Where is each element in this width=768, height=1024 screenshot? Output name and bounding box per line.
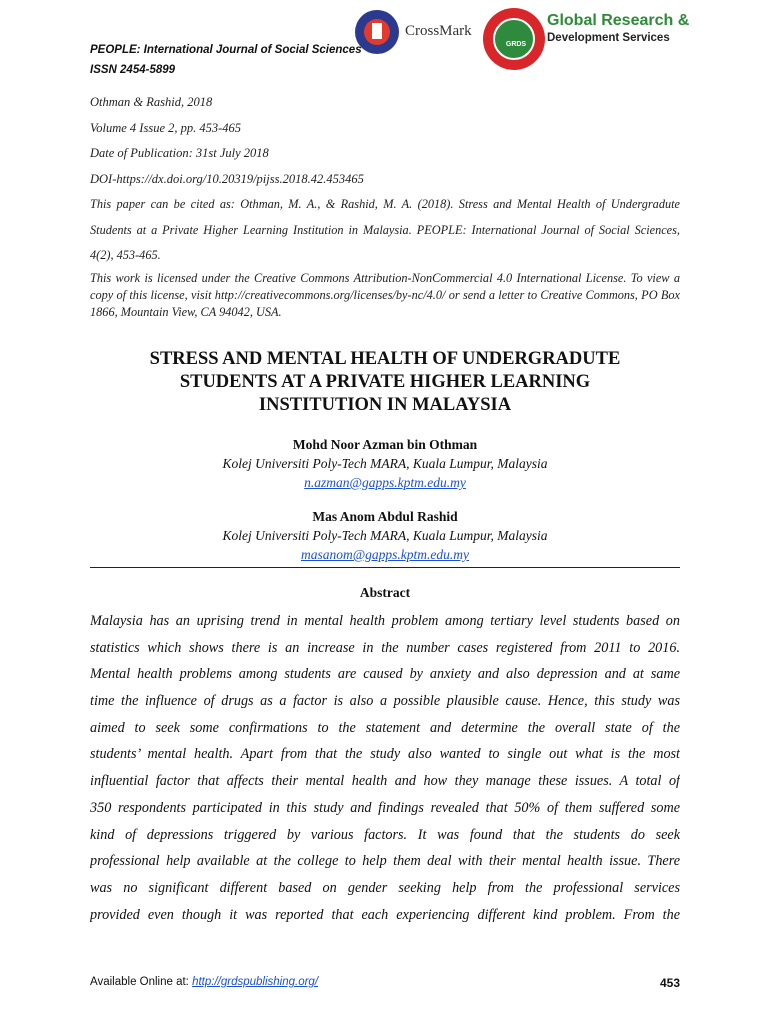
title-line: STRESS AND MENTAL HEALTH OF UNDERGRADUTE <box>149 349 621 369</box>
article-metadata <box>90 90 680 192</box>
abstract-line: students’ mental health. Apart from that the study also wanted to single out what is the most <box>90 746 680 763</box>
grds-logo <box>483 8 690 74</box>
journal-issn: ISSN 2454-5899 <box>90 64 176 76</box>
crossmark-logo[interactable] <box>355 10 495 58</box>
abstract-heading: Abstract <box>359 585 411 600</box>
availability-line <box>90 976 318 988</box>
grds-seal-icon: GRDS <box>483 8 545 70</box>
license-text: This work is licensed under the Creative Commons Attribution-NonCommercial 4.0 International License. To view a copy of this license, visit http://creativecommons.org/licenses/by-nc/4.0/ or send a letter to Creative Commons, PO Box 1866, Mountain View, CA 94042, USA. <box>90 271 680 319</box>
grds-subtitle: Development Services <box>547 32 670 44</box>
author-affiliation: Kolej Universiti Poly-Tech MARA, Kuala Lumpur, Malaysia <box>222 456 548 471</box>
publisher-website-link[interactable]: http://grdspublishing.org/ <box>192 976 319 988</box>
crossmark-icon <box>355 10 399 54</box>
available-label: Available Online at: <box>90 976 193 988</box>
section-divider <box>90 567 680 568</box>
title-line: INSTITUTION IN MALAYSIA <box>258 395 512 415</box>
abstract-line: influential factor that affects their mental health and how they manage these issues. A total of <box>90 773 680 790</box>
journal-name: PEOPLE: International Journal of Social Sciences <box>90 44 362 56</box>
abstract-line: provided even though it was reported that each experiencing different kind problem. From the <box>90 906 680 923</box>
abstract-line: kind of depressions triggered by various factors. It was found that the students do seek <box>90 826 680 843</box>
abstract-line: Malaysia has an uprising trend in mental health problem among tertiary level students based on <box>90 613 680 629</box>
citation-text: This paper can be cited as: Othman, M. A., & Rashid, M. A. (2018). Stress and Mental Health of Undergradute Students at a Private Higher Learning Institution in Malaysia. PEOPLE: International Journal of Social Sciences, 4(2), 453-465. <box>90 197 680 262</box>
abstract-body <box>90 608 680 928</box>
journal-header <box>90 40 362 80</box>
volume-info: Volume 4 Issue 2, pp. 453-465 <box>90 120 242 135</box>
authors-short: Othman & Rashid, 2018 <box>90 95 213 109</box>
abstract-line: time the influence of drugs as a factor is also a possible plausible cause. Hence, this study was <box>90 693 680 710</box>
publication-date: Date of Publication: 31st July 2018 <box>90 146 269 160</box>
abstract-line: professional help available at the college to help them deal with their mental health issue. There <box>90 853 680 870</box>
page-number: 453 <box>659 976 680 990</box>
title-line: STUDENTS AT A PRIVATE HIGHER LEARNING <box>179 372 591 392</box>
paper-title <box>100 348 670 417</box>
author-affiliation: Kolej Universiti Poly-Tech MARA, Kuala Lumpur, Malaysia <box>222 528 548 543</box>
abstract-line: was no significant different based on gender seeking help from the professional services <box>90 879 680 896</box>
abstract-line: 350 respondents participated in this study and findings revealed that 50% of them suffered some <box>90 799 680 816</box>
abstract-line: statistics which shows there is an increase in the number cases registered from 2011 to 2016. <box>90 639 680 656</box>
abstract-line: Mental health problems among students are caused by anxiety and also depression and at same <box>90 666 680 683</box>
author-name: Mohd Noor Azman bin Othman <box>292 437 478 452</box>
abstract-line: aimed to seek some confirmations to the statement and determine the overall state of the <box>90 719 680 736</box>
doi-line[interactable]: DOI-https://dx.doi.org/10.20319/pijss.2018.42.453465 <box>90 171 364 186</box>
author-email-link[interactable]: n.azman@gapps.kptm.edu.my <box>304 475 466 490</box>
author-name: Mas Anom Abdul Rashid <box>312 509 458 524</box>
author-block <box>100 435 670 492</box>
author-email-link[interactable]: masanom@gapps.kptm.edu.my <box>300 547 470 562</box>
author-block <box>100 507 670 564</box>
grds-title: Global Research & <box>547 12 690 29</box>
crossmark-label: CrossMark <box>405 23 472 39</box>
